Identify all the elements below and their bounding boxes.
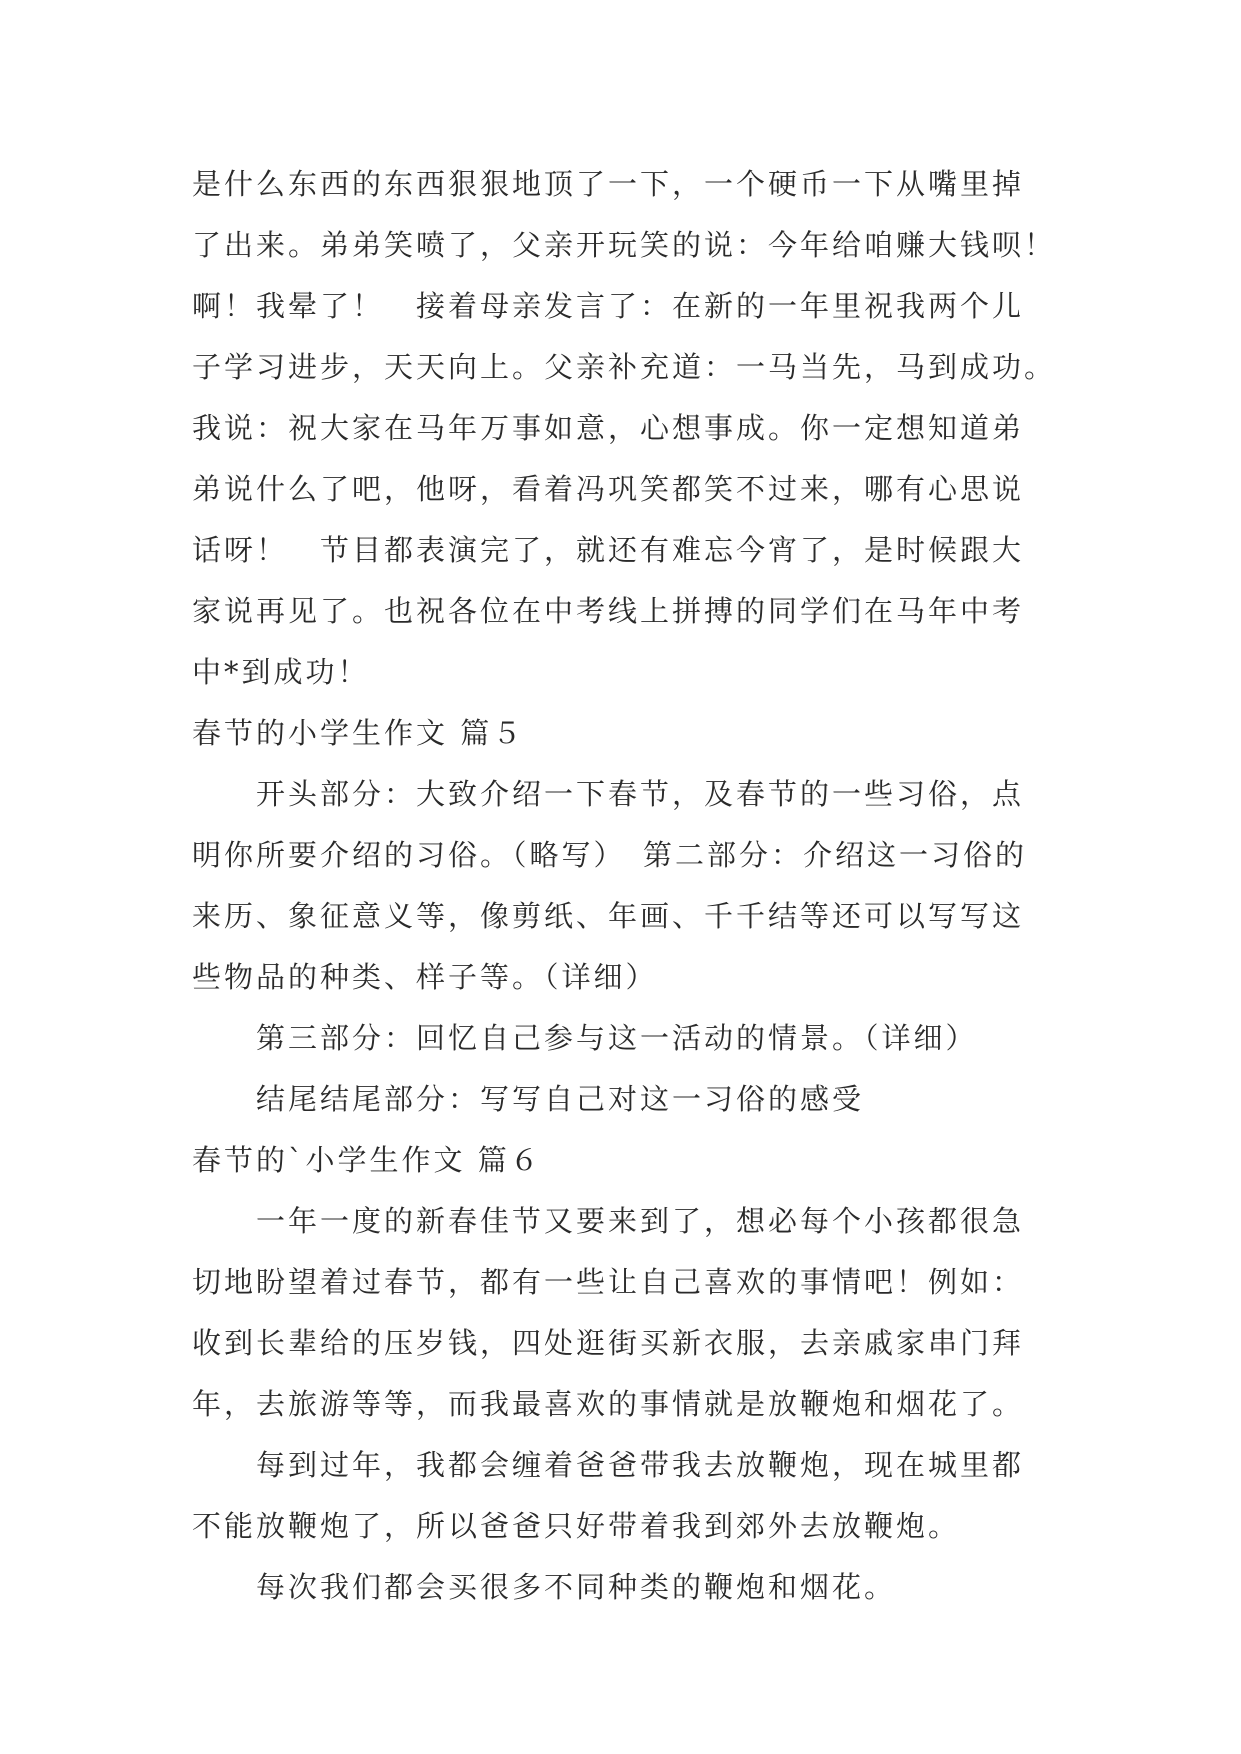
essay-6-title: 春节的`小学生作文 篇６ [192,1143,542,1177]
text-line: 来历、象征意义等，像剪纸、年画、千千结等还可以写写这 [192,899,1025,933]
text-line: 弟说什么了吧，他呀，看着冯巩笑都笑不过来，哪有心思说 [192,472,1025,506]
text-line: 是什么东西的东西狠狠地顶了一下，一个硬币一下从嘴里掉 [192,167,1025,201]
essay-5-paragraph-3: 结尾结尾部分：写写自己对这一习俗的感受 [256,1082,865,1116]
text-line: 了出来。弟弟笑喷了，父亲开玩笑的说：今年给咱赚大钱呗！ [192,228,1057,262]
text-line: 收到长辈给的压岁钱，四处逛街买新衣服，去亲戚家串门拜 [192,1326,1025,1360]
text-line: 每到过年，我都会缠着爸爸带我去放鞭炮，现在城里都 [256,1448,1025,1482]
text-line: 不能放鞭炮了，所以爸爸只好带着我到郊外去放鞭炮。 [192,1509,961,1543]
essay-5-paragraph-2: 第三部分：回忆自己参与这一活动的情景。（详细） [256,1021,978,1055]
text-line: 切地盼望着过春节，都有一些让自己喜欢的事情吧！例如： [192,1265,1025,1299]
text-line: 我说：祝大家在马年万事如意，心想事成。你一定想知道弟 [192,411,1025,445]
essay-6-paragraph-2 [192,1435,1072,1557]
text-line: 中*到成功！ [192,655,370,689]
text-line: 话呀！ 节目都表演完了，就还有难忘今宵了，是时候跟大 [192,533,1025,567]
text-line: 一年一度的新春佳节又要来到了，想必每个小孩都很急 [256,1204,1025,1238]
text-line: 明你所要介绍的习俗。（略写） 第二部分：介绍这一习俗的 [192,838,1028,872]
text-line: 年，去旅游等等，而我最喜欢的事情就是放鞭炮和烟花了。 [192,1387,1025,1421]
essay-5-paragraph-1 [192,764,1072,1008]
document-body [192,154,1072,1618]
essay-6-paragraph-3: 每次我们都会买很多不同种类的鞭炮和烟花。 [256,1570,897,1604]
text-line: 子学习进步，天天向上。父亲补充道：一马当先，马到成功。 [192,350,1057,384]
text-line: 家说再见了。也祝各位在中考线上拼搏的同学们在马年中考 [192,594,1025,628]
text-line: 开头部分：大致介绍一下春节，及春节的一些习俗，点 [256,777,1025,811]
essay-6-paragraph-1 [192,1191,1072,1435]
text-line: 啊！我晕了！ 接着母亲发言了：在新的一年里祝我两个儿 [192,289,1025,323]
continuation-paragraph [192,154,1072,703]
text-line: 些物品的种类、样子等。（详细） [192,960,658,994]
essay-5-title: 春节的小学生作文 篇５ [192,716,525,750]
